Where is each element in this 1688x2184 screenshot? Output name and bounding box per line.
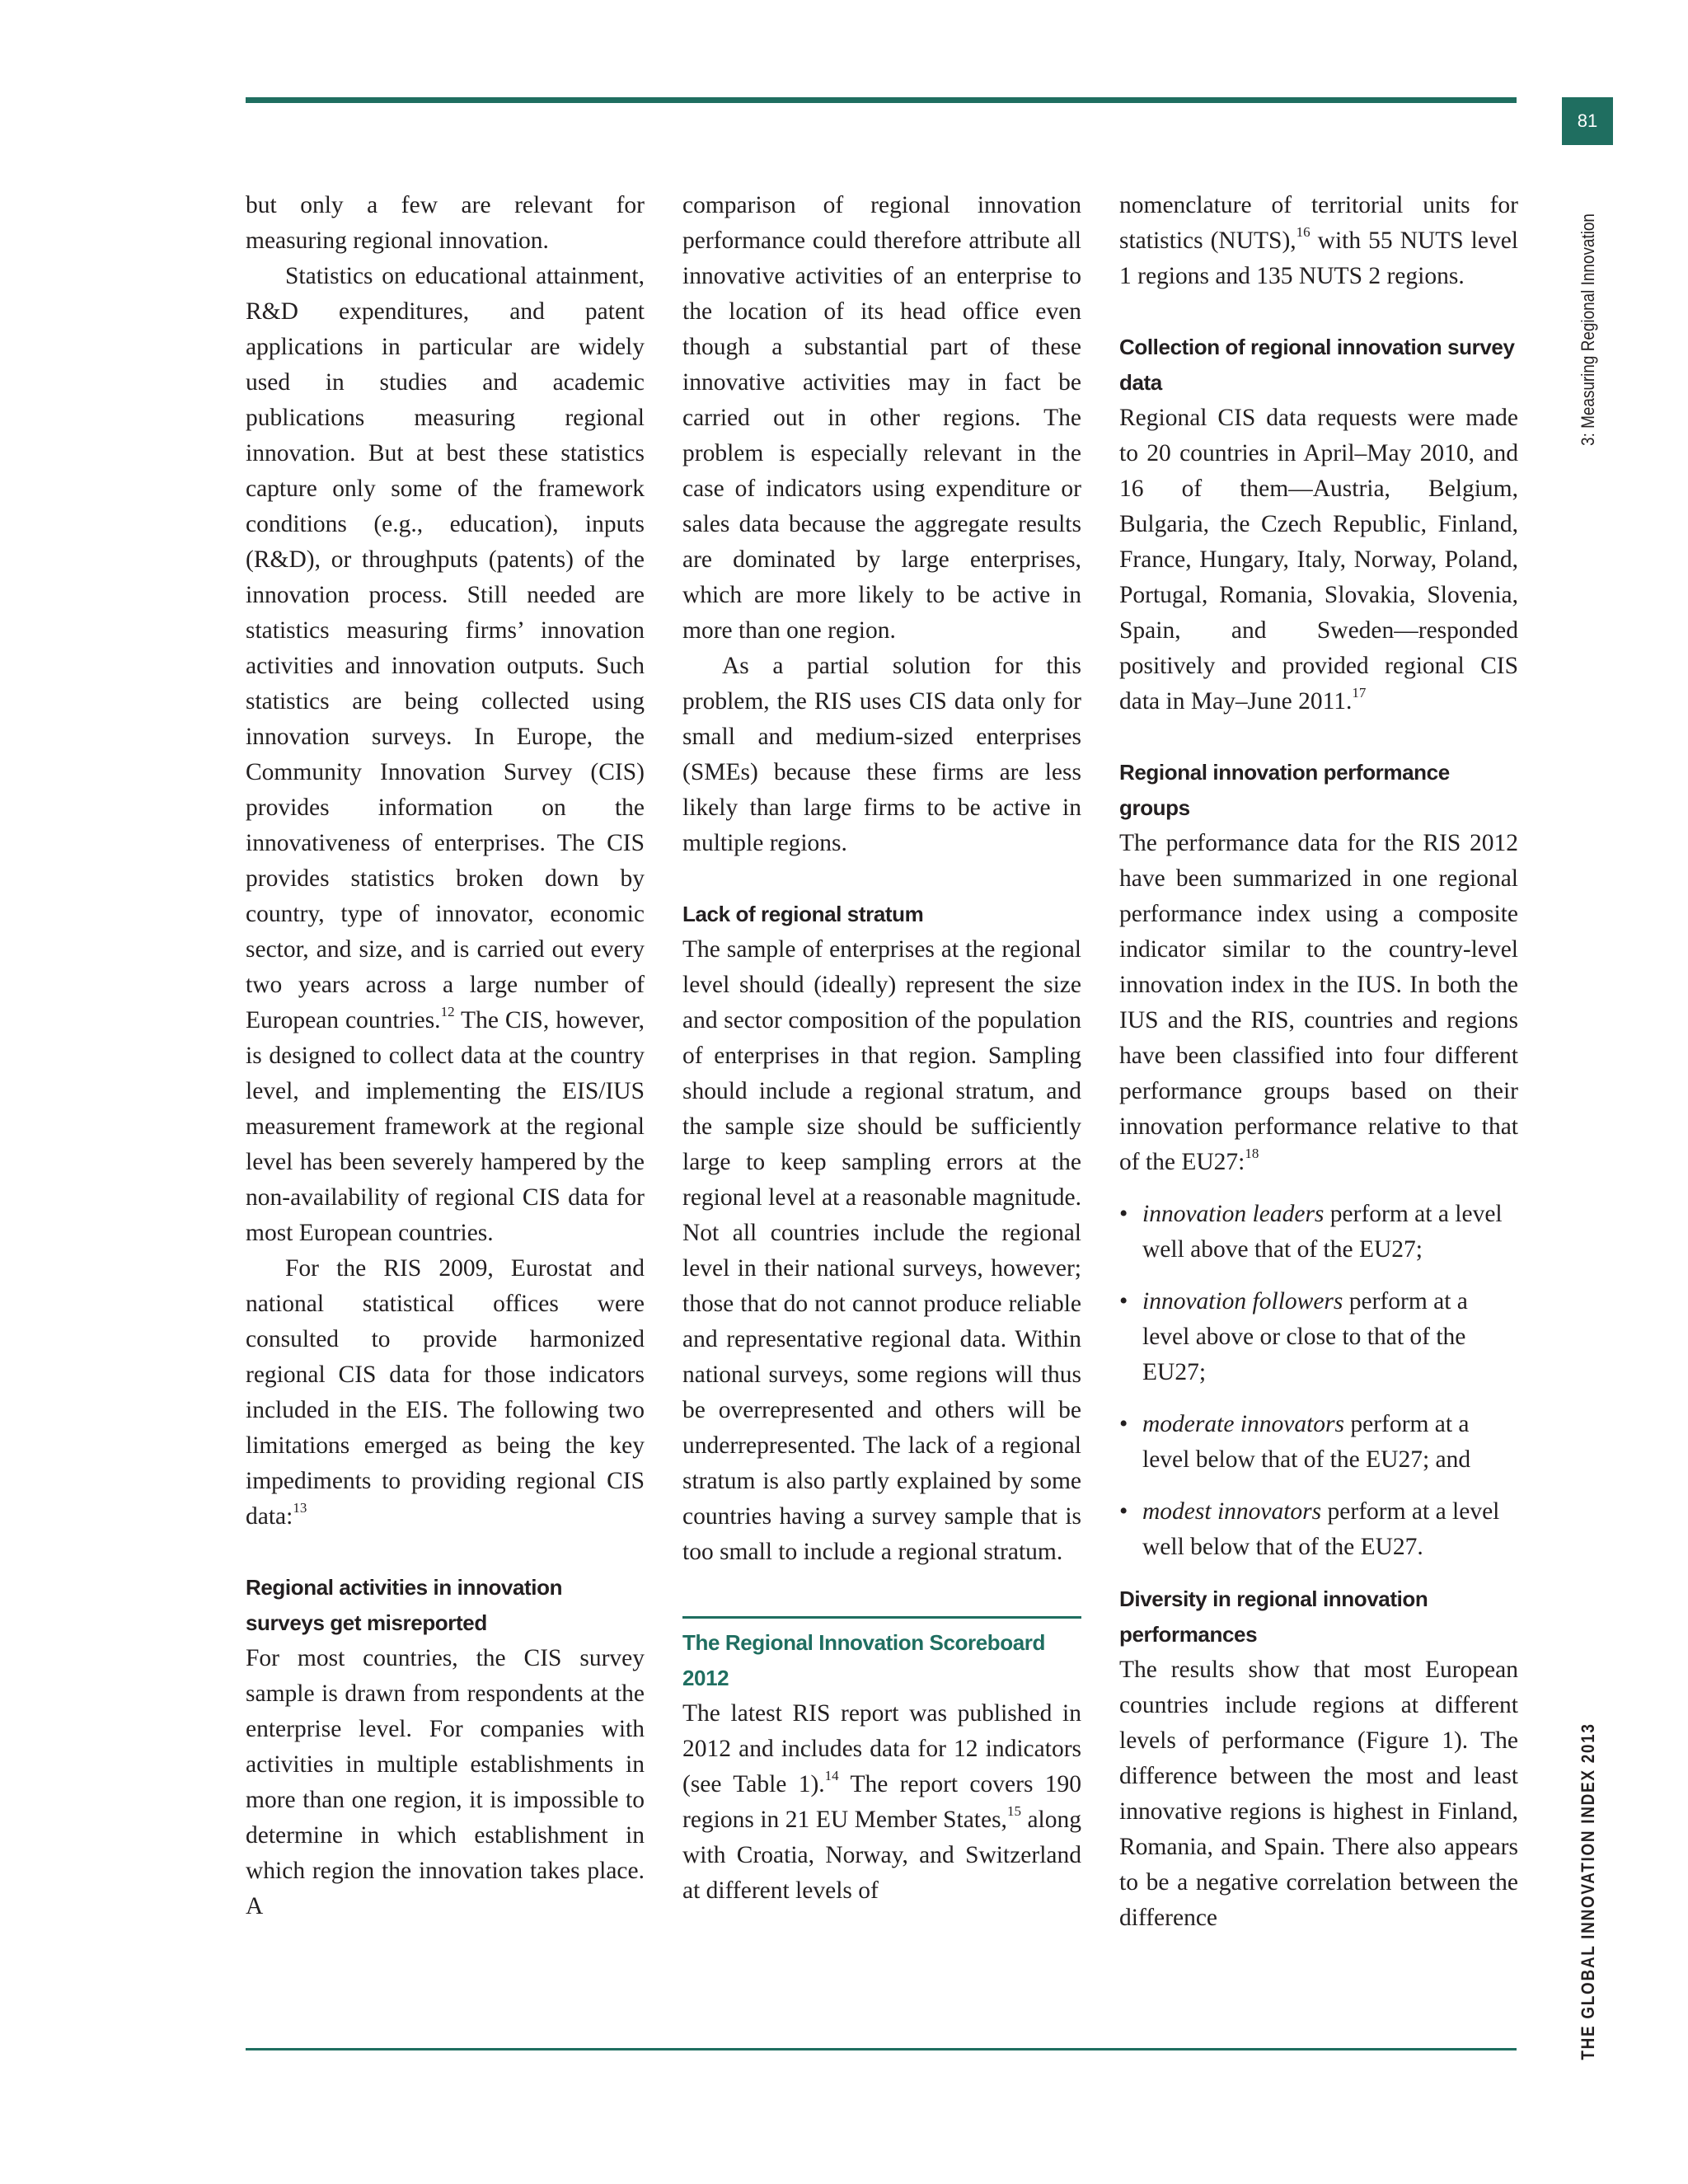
paragraph: For most countries, the CIS survey sample is drawn from respondents at the enterprise level. For companies with activities in multiple establishments in more than one region, it is impossible to determine in which establishment in which region the innovation takes place. A bbox=[246, 1645, 645, 1919]
text-column-3 bbox=[1119, 188, 1518, 1936]
text: The report covers 190 regions in 21 EU Member States, bbox=[682, 1771, 1082, 1833]
spacer bbox=[246, 1535, 645, 1570]
text: For the RIS 2009, Eurostat and national statistical offices were consulted to provide harmonized regional CIS data for those indicators included in the EIS. The following two limitations emerged as being the key impediments to providing regional CIS data: bbox=[246, 1255, 645, 1530]
paragraph bbox=[246, 259, 645, 1251]
list-item bbox=[1119, 1407, 1518, 1478]
paragraph bbox=[246, 1251, 645, 1535]
text: The performance data for the RIS 2012 have been summarized in one regional performance index using a composite indicator similar to the country-level innovation index in the IUS. In both the IUS and the RIS, countries and regions have been classified into four different performance groups based on their innovation performance relative to that of the EU27: bbox=[1119, 830, 1518, 1175]
text-column-2 bbox=[682, 188, 1081, 1909]
publication-title: THE GLOBAL INNOVATION INDEX 2013 bbox=[1578, 1722, 1598, 2060]
term: moderate innovators bbox=[1142, 1411, 1344, 1437]
spacer bbox=[1119, 719, 1518, 755]
text: perform at a level below that of the EU27; and bbox=[1142, 1411, 1471, 1473]
box-divider bbox=[682, 1616, 1081, 1619]
term: innovation leaders bbox=[1142, 1201, 1325, 1227]
spacer bbox=[1119, 294, 1518, 330]
text-column-1 bbox=[246, 188, 645, 1924]
performance-group-list bbox=[1119, 1197, 1518, 1565]
text: perform at a level well below that of the EU27. bbox=[1142, 1498, 1500, 1560]
text: Regional CIS data requests were made to 20 countries in April–May 2010, and 16 of them—Austria, Belgium, Bulgaria, the Czech Republic, Finland, France, Hungary, Italy, Norway, Poland, Portugal, Romania, Slovakia, Slovenia, Spain, and Sweden—responded positively and provided regional CIS data in May–June 2011. bbox=[1119, 405, 1518, 715]
paragraph bbox=[1119, 826, 1518, 1180]
text: perform at a level above or close to that of the EU27; bbox=[1142, 1288, 1468, 1385]
list-item bbox=[1119, 1494, 1518, 1565]
footnote-ref: 15 bbox=[1006, 1803, 1021, 1820]
paragraph: As a partial solution for this problem, the RIS uses CIS data only for small and medium-sized enterprises (SMEs) because these firms are less likely than large firms to be active in multiple regions. bbox=[682, 653, 1081, 856]
section-heading: Regional innovation performance groups bbox=[1119, 760, 1450, 820]
text: with 55 NUTS level 1 regions and 135 NUTS 2 regions. bbox=[1119, 227, 1518, 289]
page-number: 81 bbox=[1562, 97, 1613, 145]
text: nomenclature of territorial units for statistics (NUTS), bbox=[1119, 192, 1518, 254]
list-item bbox=[1119, 1284, 1518, 1390]
footnote-ref: 12 bbox=[440, 1004, 455, 1020]
paragraph bbox=[1119, 401, 1518, 719]
paragraph: The results show that most European countries include regions at different levels of performance (Figure 1). The difference between the most and least innovative regions is highest in Finland, Romania, and Spain. There also appears to be a negative correlation between the difference bbox=[1119, 1657, 1518, 1931]
section-heading: Collection of regional innovation survey data bbox=[1119, 335, 1515, 395]
paragraph: The sample of enterprises at the regional level should (ideally) represent the size and sector composition of the population of enterprises in that region. Sampling should include a regional stratum, and the sample size should be sufficiently large to keep sampling errors at the regional level at a reasonable magnitude. Not all countries include the regional level in their national surveys, however; those that do not cannot produce reliable and representative regional data. Within national surveys, some regions will thus be overrepresented and others will be underrepresented. The lack of a regional stratum is also partly explained by some countries having a survey sample that is too small to include a regional stratum. bbox=[682, 936, 1081, 1565]
term: innovation followers bbox=[1142, 1288, 1343, 1315]
list-item bbox=[1119, 1197, 1518, 1268]
term: modest innovators bbox=[1142, 1498, 1322, 1525]
paragraph: but only a few are relevant for measuring regional innovation. bbox=[246, 192, 645, 254]
chapter-title: 3: Measuring Regional Innovation bbox=[1578, 213, 1598, 446]
section-heading: Diversity in regional innovation performances bbox=[1119, 1586, 1428, 1647]
bottom-rule bbox=[246, 2048, 1517, 2050]
section-heading: Lack of regional stratum bbox=[682, 902, 924, 926]
footnote-ref: 13 bbox=[293, 1500, 307, 1516]
spacer bbox=[682, 861, 1081, 897]
box-heading: The Regional Innovation Scoreboard 2012 bbox=[682, 1630, 1046, 1690]
paragraph bbox=[1119, 188, 1518, 294]
paragraph: comparison of regional innovation performance could therefore attribute all innovative activities of an enterprise to the location of its head office even though a substantial part of these innovative activities may in fact be carried out in other regions. The problem is especially relevant in the case of indicators using expenditure or sales data because the aggregate results are dominated by large enterprises, which are more likely to be active in more than one region. bbox=[682, 192, 1081, 644]
text: perform at a level well above that of the EU27; bbox=[1142, 1201, 1503, 1263]
text: Statistics on educational attainment, R&D expenditures, and patent applications in particular are widely used in studies and academic publications measuring regional innovation. But at best these statistics capture only some of the framework conditions (e.g., education), inputs (R&D), or throughputs (patents) of the innovation process. Still needed are statistics measuring firms’ innovation activities and innovation outputs. Such statistics are being collected using innovation surveys. In Europe, the Community Innovation Survey (CIS) provides information on the innovativeness of enterprises. The CIS provides statistics broken down by country, type of innovator, economic sector, and size, and is carried out every two years across a large number of European countries. bbox=[246, 263, 645, 1033]
footnote-ref: 17 bbox=[1352, 685, 1367, 701]
footnote-ref: 18 bbox=[1245, 1146, 1259, 1162]
top-rule bbox=[246, 97, 1517, 103]
text: along with Croatia, Norway, and Switzerland at different levels of bbox=[682, 1807, 1081, 1904]
footnote-ref: 14 bbox=[824, 1768, 839, 1784]
section-heading: Regional activities in innovation surveys get misreported bbox=[246, 1575, 563, 1635]
paragraph bbox=[682, 1696, 1081, 1909]
text: The CIS, however, is designed to collect data at the country level, and implementing the EIS/IUS measurement framework at the regional level has been severely hampered by the non-availability of regional CIS data for most European countries. bbox=[246, 1007, 645, 1246]
text: The latest RIS report was published in 2012 and includes data for 12 indicators (see Table 1). bbox=[682, 1700, 1081, 1797]
footnote-ref: 16 bbox=[1296, 224, 1311, 241]
